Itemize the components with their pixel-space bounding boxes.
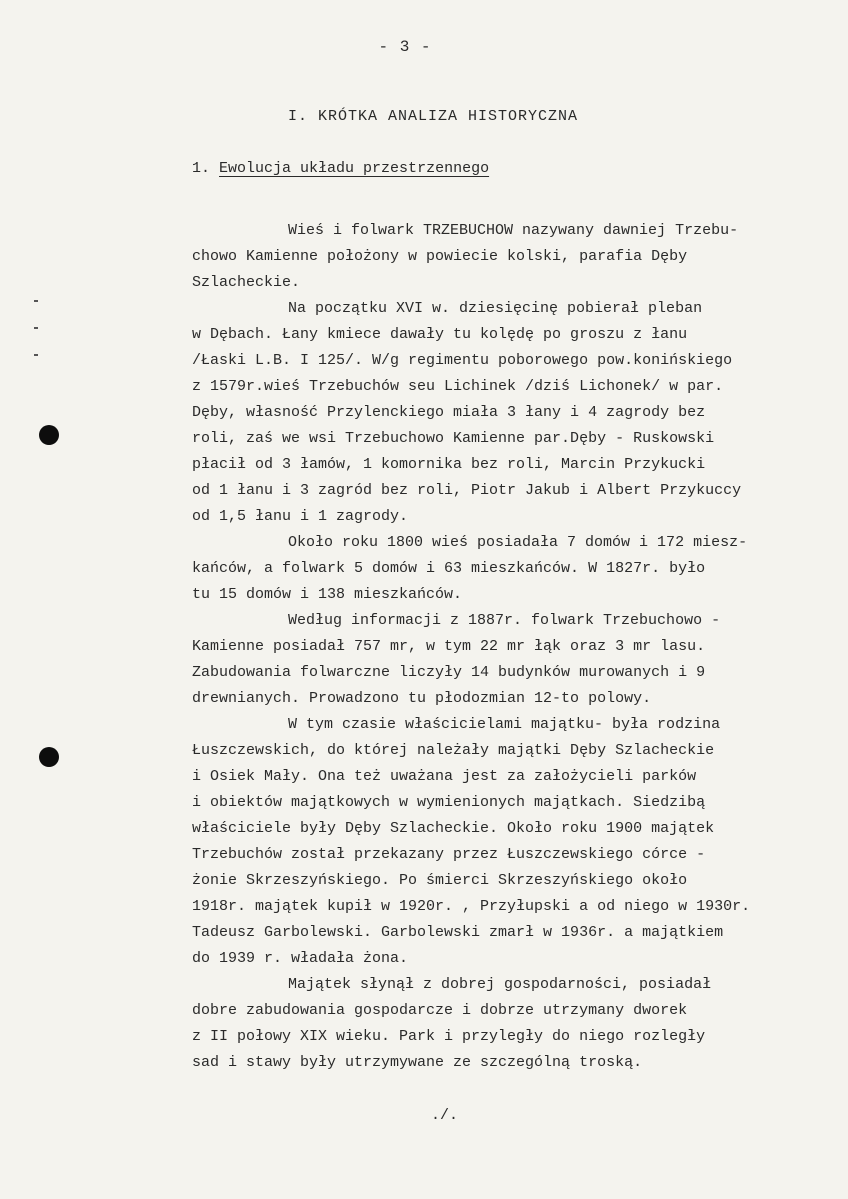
text-line: /Łaski L.B. I 125/. W/g regimentu poborowego pow.konińskiego (192, 352, 733, 369)
text-line: od 1,5 łanu i 1 zagrody. (192, 508, 409, 525)
paragraph (192, 296, 832, 530)
text-line: Łuszczewskich, do której należały majątki Dęby Szlacheckie (192, 742, 715, 759)
text-line: Wieś i folwark TRZEBUCHOW nazywany dawniej Trzebu- (288, 222, 739, 239)
text-line: Kamienne posiadał 757 mr, w tym 22 mr łąk oraz 3 mr lasu. (192, 638, 706, 655)
text-line: Na początku XVI w. dziesięcinę pobierał pleban (288, 300, 703, 317)
margin-mark (34, 327, 38, 329)
text-line: płacił od 3 łamów, 1 komornika bez roli, Marcin Przykucki (192, 456, 706, 473)
text-line: dobre zabudowania gospodarcze i dobrze utrzymany dworek (192, 1002, 688, 1019)
paragraph (192, 608, 832, 712)
text-line: i obiektów majątkowych w wymienionych majątkach. Siedzibą (192, 794, 706, 811)
section-heading (192, 160, 489, 177)
text-line: roli, zaś we wsi Trzebuchowo Kamienne par.Dęby - Ruskowski (192, 430, 715, 447)
text-line: drewnianych. Prowadzono tu płodozmian 12-to polowy. (192, 690, 652, 707)
paragraph (192, 530, 832, 608)
section-number: 1. (192, 160, 211, 177)
binder-hole (39, 747, 59, 767)
text-line: kańców, a folwark 5 domów i 63 mieszkańców. W 1827r. było (192, 560, 706, 577)
text-line: Tadeusz Garbolewski. Garbolewski zmarł w 1936r. a majątkiem (192, 924, 724, 941)
text-line: właściciele były Dęby Szlacheckie. Około roku 1900 majątek (192, 820, 715, 837)
text-line: chowo Kamienne położony w powiecie kolski, parafia Dęby (192, 248, 688, 265)
text-line: żonie Skrzeszyńskiego. Po śmierci Skrzeszyńskiego około (192, 872, 688, 889)
text-line: Zabudowania folwarczne liczyły 14 budynków murowanych i 9 (192, 664, 706, 681)
text-line: Dęby, własność Przylenckiego miała 3 łany i 4 zagrody bez (192, 404, 706, 421)
text-line: od 1 łanu i 3 zagród bez roli, Piotr Jakub i Albert Przykuccy (192, 482, 742, 499)
text-line: Szlacheckie. (192, 274, 301, 291)
text-line: W tym czasie właścicielami majątku- była rodzina (288, 716, 721, 733)
continuation-mark: ./. (431, 1107, 459, 1124)
text-line: do 1939 r. władała żona. (192, 950, 409, 967)
margin-mark (34, 300, 38, 302)
text-line: Majątek słynął z dobrej gospodarności, posiadał (288, 976, 712, 993)
chapter-title: I. KRÓTKA ANALIZA HISTORYCZNA (288, 108, 579, 125)
text-line: 1918r. majątek kupił w 1920r. , Przyłupski a od niego w 1930r. (192, 898, 751, 915)
text-line: z II połowy XIX wieku. Park i przyległy do niego rozległy (192, 1028, 706, 1045)
paragraph (192, 712, 832, 972)
section-title: Ewolucja układu przestrzennego (219, 160, 490, 177)
binder-hole (39, 425, 59, 445)
paragraph (192, 972, 832, 1076)
text-line: Według informacji z 1887r. folwark Trzebuchowo - (288, 612, 721, 629)
text-line: z 1579r.wieś Trzebuchów seu Lichinek /dziś Lichonek/ w par. (192, 378, 724, 395)
margin-mark (34, 354, 38, 356)
text-line: i Osiek Mały. Ona też uważana jest za założycieli parków (192, 768, 697, 785)
text-line: w Dębach. Łany kmiece dawały tu kolędę po groszu z łanu (192, 326, 688, 343)
text-line: Trzebuchów został przekazany przez Łuszczewskiego córce - (192, 846, 706, 863)
paragraph (192, 218, 832, 296)
text-line: Około roku 1800 wieś posiadała 7 domów i 172 miesz- (288, 534, 748, 551)
text-line: tu 15 domów i 138 mieszkańców. (192, 586, 463, 603)
text-line: sad i stawy były utrzymywane ze szczególną troską. (192, 1054, 643, 1071)
page-number: - 3 - (378, 38, 432, 56)
